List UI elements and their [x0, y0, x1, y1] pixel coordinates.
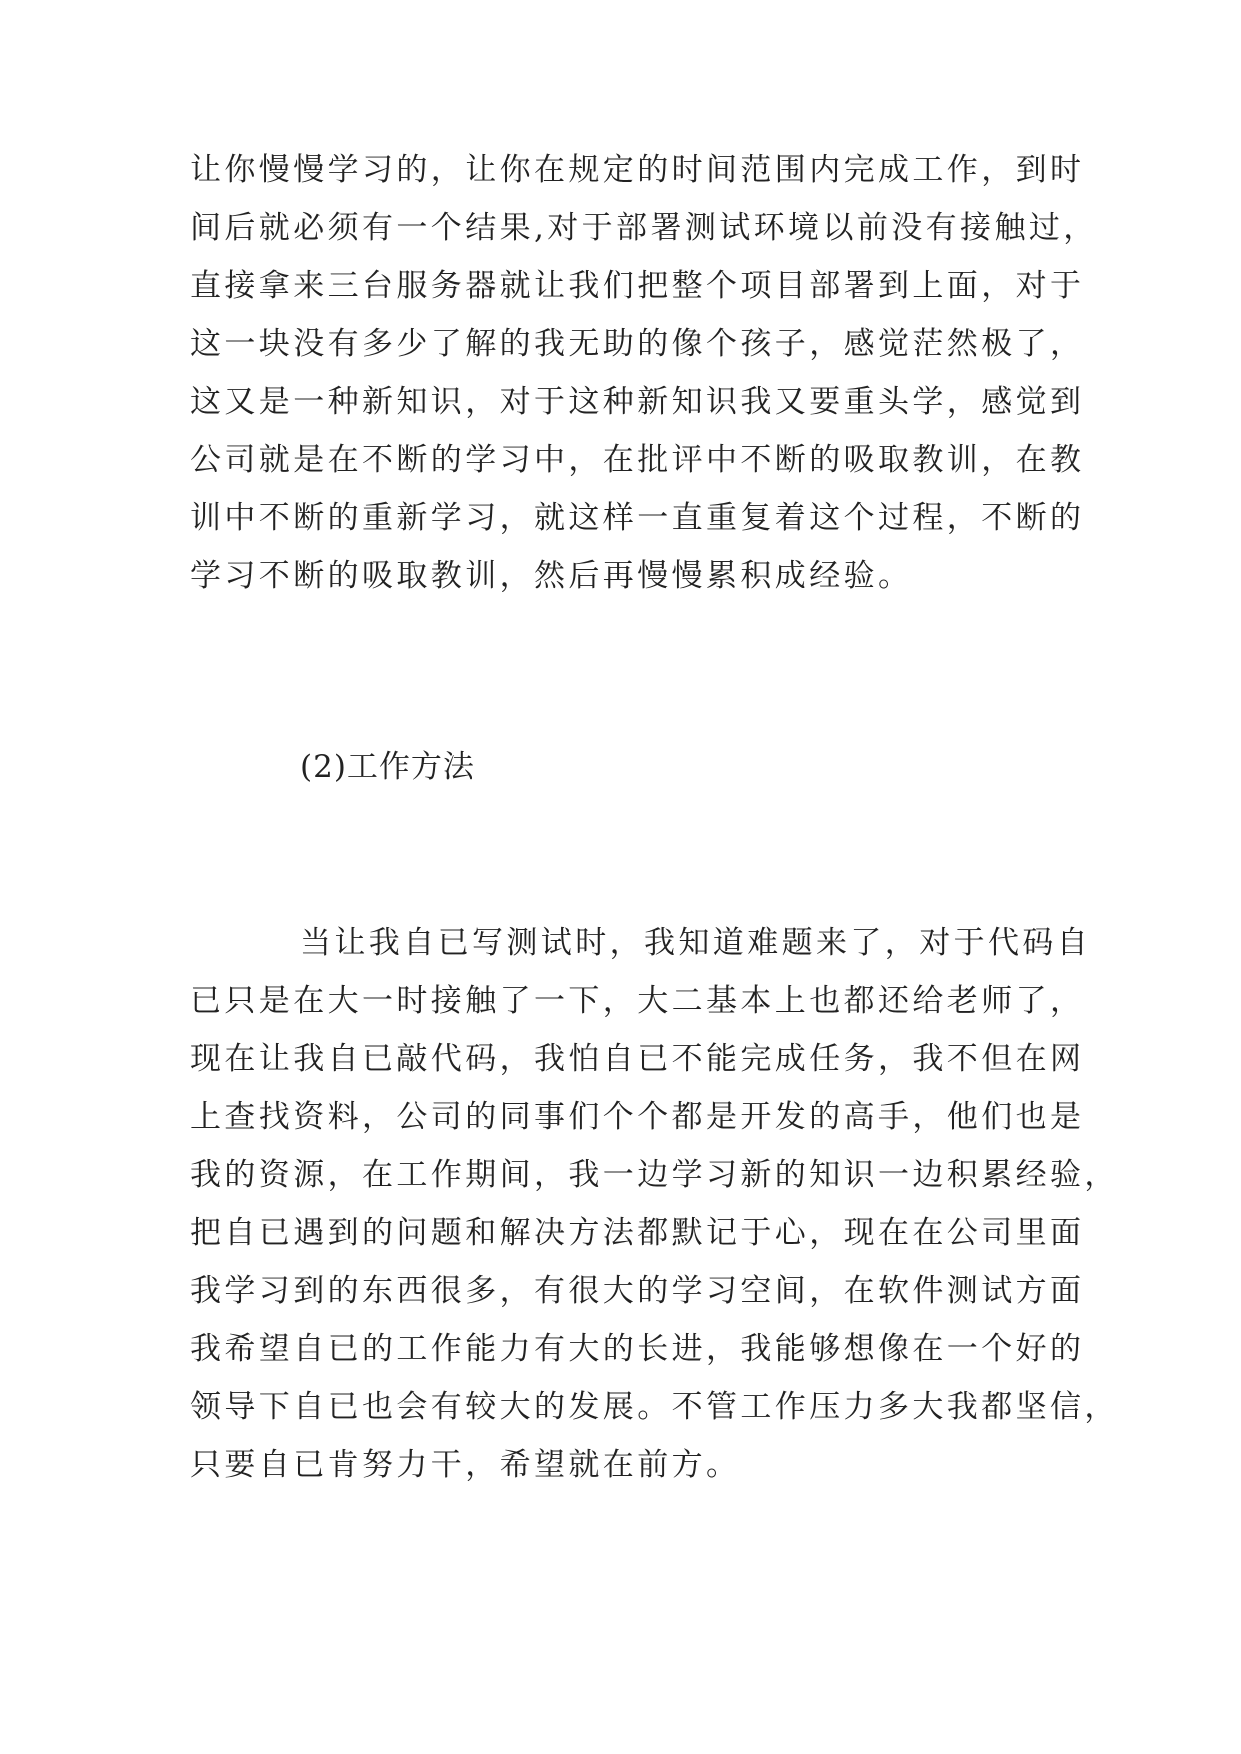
paragraph-1-line: 学习不断的吸取教训，然后再慢慢累积成经验。 [190, 558, 913, 594]
paragraph-1-line: 直接拿来三台服务器就让我们把整个项目部署到上面，对于 [190, 268, 1085, 304]
paragraph-2-line: 领导下自已也会有较大的发展。不管工作压力多大我都坚信， [190, 1389, 1119, 1425]
paragraph-1-line: 公司就是在不断的学习中，在批评中不断的吸取教训，在教 [190, 442, 1085, 478]
paragraph-2-line: 只要自已肯努力干，希望就在前方。 [190, 1447, 741, 1483]
section-heading: (2)工作方法 [300, 749, 475, 785]
paragraph-2-line: 我的资源，在工作期间，我一边学习新的知识一边积累经验， [190, 1157, 1119, 1193]
paragraph-2-line: 当让我自已写测试时，我知道难题来了，对于代码自 [300, 925, 1092, 961]
paragraph-1-line: 这一块没有多少了解的我无助的像个孩子，感觉茫然极了， [190, 326, 1085, 362]
paragraph-1-line: 训中不断的重新学习，就这样一直重复着这个过程，不断的 [190, 500, 1085, 536]
paragraph-2-line: 现在让我自已敲代码，我怕自已不能完成任务，我不但在网 [190, 1041, 1085, 1077]
paragraph-2-line: 我学习到的东西很多，有很大的学习空间，在软件测试方面 [190, 1273, 1085, 1309]
paragraph-2-line: 把自已遇到的问题和解决方法都默记于心，现在在公司里面 [190, 1215, 1085, 1251]
paragraph-2-line: 我希望自已的工作能力有大的长进，我能够想像在一个好的 [190, 1331, 1085, 1367]
paragraph-1-line: 让你慢慢学习的，让你在规定的时间范围内完成工作，到时 [190, 152, 1085, 188]
paragraph-1-line: 这又是一种新知识，对于这种新知识我又要重头学，感觉到 [190, 384, 1085, 420]
paragraph-2-line: 上查找资料，公司的同事们个个都是开发的高手，他们也是 [190, 1099, 1085, 1135]
paragraph-2-line: 已只是在大一时接触了一下，大二基本上也都还给老师了， [190, 983, 1085, 1019]
paragraph-1-line: 间后就必须有一个结果,对于部署测试环境以前没有接触过， [190, 210, 1098, 246]
